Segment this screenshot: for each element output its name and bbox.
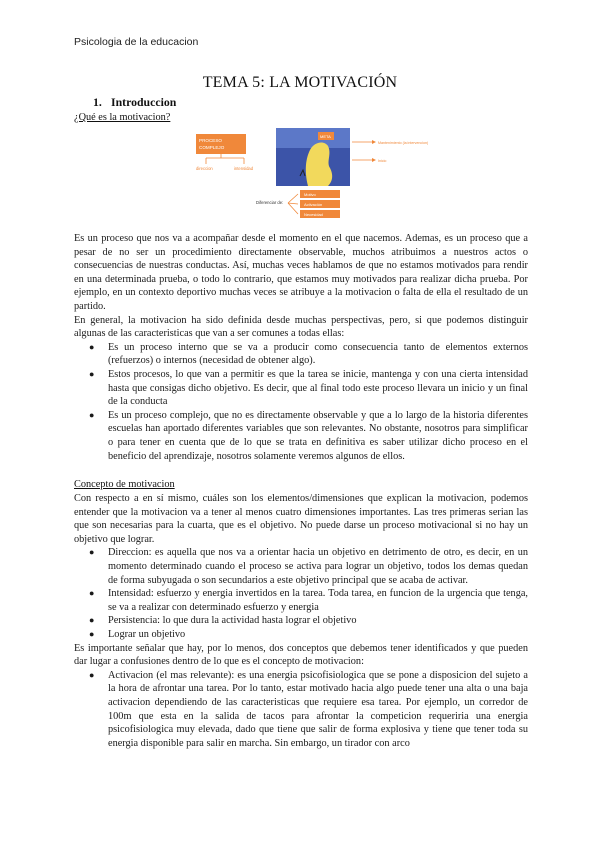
bullet-icon: ● [89, 409, 95, 420]
paragraph-1: Es un proceso que nos va a acompañar desde el momento en el que nacemos. Ademas, es un proceso que a pesar de no ser un procedimiento directamente observable, muchos atribuimos a nuestros actos o consecuencias de nuestras conductas. Así, muchas veces hablamos de que no estamos motivados para rendir en una determinada prueba, o todo lo contrario, que estamos muy motivados para realizar dicha prueba. Por ejemplo, en un contexto deportivo muchas veces se atribuye a la motivacion o falta de ella el resultado de un partido. [74, 233, 528, 312]
list-item: ● Estos procesos, lo que van a permitir es que la tarea se inicie, mantenga y con una cierta intensidad hasta que consigas dicho objetivo. Es decir, que al final todo este proceso llevara un inicio y un final de la conducta [89, 368, 528, 408]
svg-text:Necesidad: Necesidad [304, 212, 323, 217]
list-item: ● Es un proceso complejo, que no es directamente observable y que a lo largo de la historia diferentes escuelas han aportado diferentes variables que son relevantes. No obstante, nosotros para simplificar o para tener en cuenta que de lo que se trata en definitiva es saber utilizar dicho proceso en el beneficio del aprendizaje, nosotros solamente veremos algunos de ellos. [89, 409, 528, 462]
document-title: TEMA 5: LA MOTIVACIÓN [202, 74, 398, 91]
right-label-2: Inicio [378, 159, 387, 163]
svg-text:Motivo: Motivo [304, 192, 316, 197]
list-item: ● Direccion: es aquella que nos va a orientar hacia un objetivo en detrimento de otro, es decir, en un momento determinado cuando el proceso se activa para lograr un objetivo, todos los demas quedan de forma subyugada o son secundarios a este objetivo principal que se acaba de activar. [89, 547, 528, 586]
paragraph-4: Es importante señalar que hay, por lo menos, dos conceptos que debemos tener identificados y que pueden dar lugar a confusiones dentro de lo que es el concepto de motivacion: [74, 642, 528, 668]
list-item: ● Es un proceso interno que se va a producir como consecuencia tanto de elementos externos (refuerzos) o internos (necesidad de obtener algo). [89, 341, 528, 367]
bullet-icon: ● [89, 615, 95, 626]
running-header: Psicologia de la educacion [74, 36, 199, 48]
section-heading-introduccion [93, 95, 176, 110]
box-label-1: PROCESO [199, 138, 222, 143]
paragraph-3: Con respecto a en sí mismo, cuáles son los elementos/dimensiones que explican la motivacion, podemos entender que la motivacion va a tener al menos cuatro dimensiones importantes. Las tres primeras serian las que son necesarias para la cuarta, que es el objetivo. No puede darse un proceso motivacional si no hay un objetivo que lograr. [74, 493, 528, 545]
box-label-2: COMPLEJO [199, 145, 225, 150]
paragraph-2: En general, la motivacion ha sido definida desde muchas perspectivas, pero, si que podemos distinguir algunas de las caracteristicas que van a ser comunes a todas ellas: [74, 314, 528, 340]
meta-label: META [320, 134, 331, 139]
dimensions-list [74, 546, 528, 641]
bullet-icon: ● [89, 669, 95, 680]
bullet-icon: ● [89, 588, 95, 599]
subheading-que-es: ¿Qué es la motivacion? [74, 112, 171, 123]
bullet-icon: ● [89, 368, 95, 379]
diff-label: Diferenciar de: [256, 200, 284, 205]
body-text-intro [74, 232, 528, 463]
bullet-icon: ● [89, 628, 95, 639]
proceso-complejo-box [196, 134, 246, 154]
list-item: ● Persistencia: lo que dura la actividad hasta lograr el objetivo [89, 615, 357, 627]
body-text-concepto [74, 492, 528, 750]
section-number: 1. [93, 95, 102, 109]
list-item: ● Intensidad: esfuerzo y energia invertidos en la tarea. Toda tarea, en funcion de la urgencia que tenga, se va a realizar con determinado esfuerzo y energia [89, 588, 528, 613]
characteristics-list [74, 341, 528, 463]
right-label-1: Mantenimiento (la intervencion) [378, 141, 429, 145]
motivation-diagram [196, 128, 436, 226]
svg-text:Activación: Activación [304, 202, 323, 207]
bullet-icon: ● [89, 547, 95, 558]
section-title: Introduccion [111, 95, 177, 109]
list-item: ● Activacion (el mas relevante): es una energia psicofisiologica que se pone a disposicion del sujeto a la hora de afrontar una tarea. Por lo tanto, estar motivado hacia algo puede tener una alta o una baja activacion dependiendo de las caracteristicas que requiere esa tarea. Por ejemplo, un corredor de 100m que esta en la salida de tacos para afrontar la competicion requeriria una energia psicofisiologica muy elevada, dado que tiene que salir de forma explosiva y tiene que tener toda su energia disponible para salir en marcha. Sin embargo, un tirador con arco [89, 669, 528, 749]
subheading-concepto: Concepto de motivacion [74, 479, 175, 490]
bullet-icon: ● [89, 341, 95, 352]
concepts-list [74, 669, 528, 751]
branch-intensidad: intensidad [234, 166, 254, 171]
list-item: ● Lograr un objetivo [89, 628, 186, 640]
branch-direccion: direccion [196, 166, 213, 171]
